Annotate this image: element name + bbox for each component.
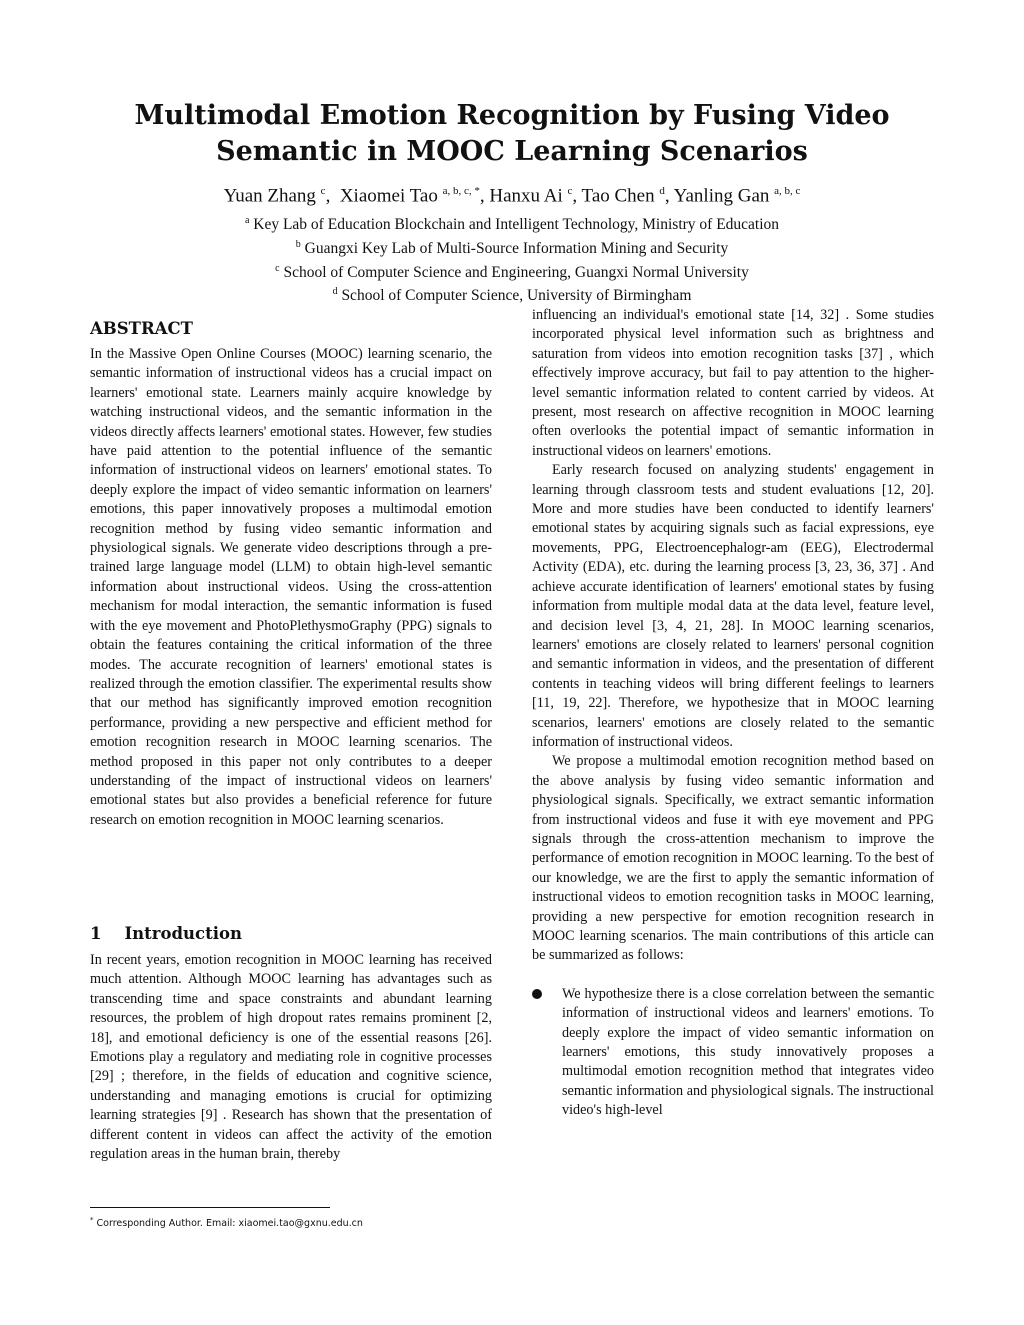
affiliation: $^a$ Key Lab of Education Blockchain and Intelligent Technology, Ministry of Education: [244, 215, 780, 234]
affiliation: $^c$ School of Computer Science and Engineering, Guangxi Normal University: [275, 262, 749, 281]
intro-paragraph: Early research focused on analyzing students' engagement in learning through classroom tests and student evaluations [12, 20]. More and more studies have been conducted to identify learners' emotional states by acquiring signals such as facial expressions, eye movements, PPG, Electroencephalogr-am (EEG), Electrodermal Activity (EDA), etc. during the learning process [3, 23, 36, 37] . And achieve accurate identification of learners' emotional states by fusing information from multiple modal data at the data level, feature level, and decision level [3, 4, 21, 28]. In MOOC learning scenarios, learners' emotions are closely related to learners' personal cognition and semantic information in videos, and the presentation of different contents in teaching videos will bring different feelings to learners [11, 19, 22]. Therefore, we hypothesize that in MOOC learning scenarios, learners' emotions are closely related to the semantic information of instructional videos.: [532, 462, 934, 750]
author-name: Hanxu Ai: [489, 185, 563, 207]
author-name: Yanling Gan: [673, 185, 770, 207]
author-name: Yuan Zhang: [223, 185, 316, 207]
author-list: Yuan Zhang $^c$, Xiaomei Tao $^{a, b, c, *}$, Hanxu Ai $^c$, Tao Chen $^d$, Yanling Gan $^{a, b, c}$: [223, 185, 801, 207]
intro-paragraph: We propose a multimodal emotion recognition method based on the above analysis by fusing video semantic information and physiological signals. Specifically, we extract semantic information from instructional videos and fuse it with eye movement and PPG signals through the cross-attention mechanism to improve the performance of emotion recognition in MOOC learning. To the best of our knowledge, we are the first to apply the semantic information of instructional videos to emotion recognition tasks in MOOC learning, providing a new perspective for emotion recognition research in MOOC learning scenarios. The main contributions of this article can be summarized as follows:: [532, 753, 934, 964]
author-name: Xiaomei Tao: [339, 185, 438, 207]
intro-paragraph: influencing an individual's emotional state [14, 32] . Some studies incorporated physical level information such as brightness and saturation from videos into emotion recognition tasks [37] , which effectively improve accuracy, but fail to pay attention to the higher-level semantic information related to content carried by videos. At present, most research on affective recognition in MOOC learning often overlooks the potential impact of semantic information in instructional videos on learners' emotions.: [532, 307, 934, 459]
footnote-divider: [90, 1207, 330, 1208]
intro-section-right: [532, 306, 934, 1121]
author-affil-sup: d: [659, 185, 665, 197]
affiliation-list: [60, 211, 964, 306]
intro-section-left: [90, 923, 492, 1164]
author-name: Tao Chen: [581, 185, 655, 207]
author-affil-sup: c: [567, 185, 573, 197]
author-affil-sup: a, b, c, *: [442, 185, 480, 197]
intro-paragraph: In recent years, emotion recognition in MOOC learning has received much attention. Although MOOC learning has advantages such as transcending time and space constraints and abundant learning resources, the problem of high dropout rates remains prominent [2, 18], and emotional deficiency is one of the essential reasons [26]. Emotions play a regulatory and mediating role in cognitive processes [29] ; therefore, in the fields of education and cognitive science, understanding and managing emotions is crucial for optimizing learning strategies [9] . Research has shown that the presentation of different content in videos can affect the activity of the emotion regulation areas in the human brain, thereby: [90, 952, 492, 1163]
affiliation: $^d$ School of Computer Science, University of Birmingham: [332, 286, 692, 305]
author-affil-sup: a, b, c: [774, 185, 801, 197]
abstract-text: In the Massive Open Online Courses (MOOC) learning scenario, the semantic information of instructional videos has a crucial impact on learners' emotional state. Learners mainly acquire knowledge by watching instructional videos, and the semantic information in the videos directly affects learners' emotional states. However, few studies have paid attention to the potential influence of the semantic information of instructional videos on learners' emotional states. To deeply explore the impact of video semantic information on learners' emotions, this paper innovatively proposes a multimodal emotion recognition method by fusing video semantic information and physiological signals. We generate video descriptions through a pre-trained large language model (LLM) to obtain high-level semantic information about instructional videos. Using the cross-attention mechanism for modal interaction, the semantic information is fused with the eye movement and PhotoPlethysmoGraphy (PPG) signals to obtain the features containing the critical information of the three modes. The accurate recognition of learners' emotional states is realized through the emotion classifier. The experimental results show that our method has significantly improved emotion recognition performance, providing a new perspective and efficient method for emotion recognition research in MOOC learning scenarios. The method proposed in this paper not only contributes to a deeper understanding of the impact of instructional videos on learners' emotional states but also provides a beneficial reference for future research on emotion recognition in MOOC learning scenarios.: [90, 346, 492, 828]
abstract-section: [90, 318, 492, 830]
author-affil-sup: c: [320, 185, 326, 197]
bullet-icon: [532, 989, 542, 999]
contribution-text: We hypothesize there is a close correlation between the semantic information of instructional videos and learners' emotions. To deeply explore the impact of video semantic information on learners' emotions, this study innovatively proposes a multimodal emotion recognition method that integrates video semantic information and physiological signals. The instructional video's high-level: [562, 985, 934, 1119]
footnote: * Corresponding Author. Email: xiaomei.tao@gxnu.edu.cn: [90, 1216, 363, 1230]
section-heading: 1 Introduction: [90, 924, 242, 943]
paper-title: Multimodal Emotion Recognition by Fusing Video Semantic in MOOC Learning Scenarios: [134, 100, 890, 167]
affiliation: $^b$ Guangxi Key Lab of Multi-Source Information Mining and Security: [295, 238, 729, 257]
contribution-list-item: [532, 985, 934, 1121]
abstract-heading: ABSTRACT: [90, 319, 193, 338]
